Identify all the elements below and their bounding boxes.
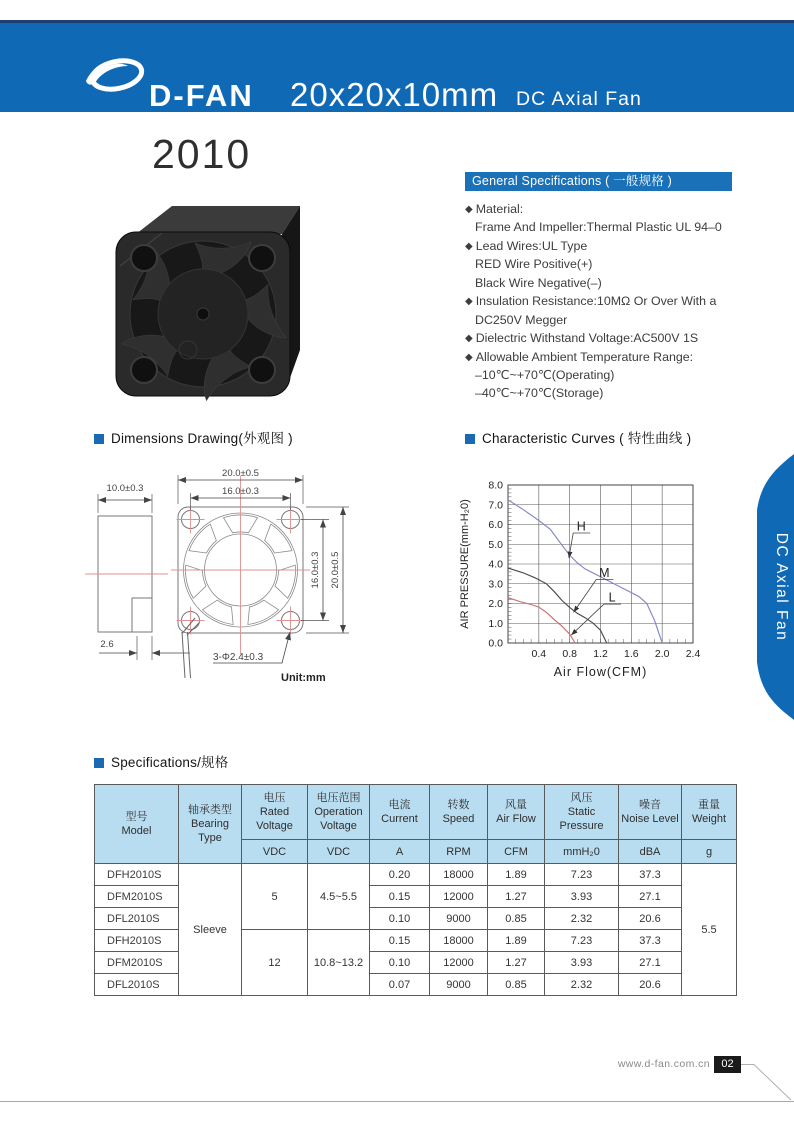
chart-ytick-label: 6.0: [488, 519, 503, 531]
spec-table-cell: Sleeve: [179, 864, 242, 996]
spec-table-cell: DFM2010S: [95, 886, 179, 908]
spec-table-header-cell: 电流 Current: [370, 785, 430, 840]
spec-table-header-cell: VDC: [308, 840, 370, 864]
spec-table-header-cell: 轴承类型 Bearing Type: [179, 785, 242, 864]
spec-table-row: [95, 864, 737, 886]
diamond-bullet-icon: ◆: [465, 351, 473, 363]
chart-xtick-label: 2.0: [654, 648, 670, 660]
product-size-title: 20x20x10mm: [290, 76, 499, 113]
general-spec-line: ◆ Insulation Resistance:10MΩ Or Over With a: [465, 294, 717, 309]
spec-table-header-cell: 电压 Rated Voltage: [242, 785, 308, 840]
general-specs-list: [465, 200, 780, 403]
spec-table-cell: 0.20: [370, 864, 430, 886]
fan-product-photo: [104, 192, 316, 404]
spec-table-cell: 37.3: [619, 930, 682, 952]
model-number-heading: 2010: [152, 131, 252, 177]
chart-xtick-label: 2.4: [685, 648, 701, 660]
dim-holes-label: 3-Φ2.4±0.3: [213, 652, 264, 663]
spec-table-header-cell: 风量 Air Flow: [488, 785, 545, 840]
spec-table-cell: 1.27: [488, 886, 545, 908]
chart-xaxis-title: Air Flow(CFM): [553, 665, 648, 679]
general-spec-line: DC250V Megger: [475, 312, 568, 327]
general-spec-line: Frame And Impeller:Thermal Plastic UL 94–0: [475, 220, 722, 235]
dim-outer-height-label: 20.0±0.5: [330, 551, 341, 589]
diamond-bullet-icon: ◆: [465, 204, 473, 215]
spec-table-cell: DFH2010S: [95, 930, 179, 952]
footer-page-number: 02: [714, 1056, 741, 1073]
general-spec-line: Black Wire Negative(–): [475, 275, 602, 290]
dim-outer-width-label: 20.0±0.5: [222, 468, 259, 479]
header-band: [0, 23, 794, 112]
spec-table-cell: 1.89: [488, 930, 545, 952]
spec-table-cell: 2.32: [545, 974, 619, 996]
chart-xtick-label: 0.4: [531, 648, 547, 660]
spec-table-cell: 12: [242, 930, 308, 996]
dim-hole-pitch-v-label: 16.0±0.3: [310, 551, 321, 589]
dim-depth-label: 10.0±0.3: [106, 483, 144, 494]
spec-table-cell: 5: [242, 864, 308, 930]
blue-square-bullet-icon: [94, 434, 104, 444]
general-spec-line: ◆ Dielectric Withstand Voltage:AC500V 1S: [465, 331, 699, 346]
spec-table-cell: 5.5: [682, 864, 737, 996]
chart-ytick-label: 7.0: [488, 499, 503, 512]
diamond-bullet-icon: ◆: [465, 333, 473, 345]
spec-table-cell: 0.07: [370, 974, 430, 996]
spec-table-cell: 3.93: [545, 952, 619, 974]
spec-table-cell: 9000: [430, 974, 488, 996]
dim-hole-pitch-label: 16.0±0.3: [222, 486, 259, 497]
chart-ytick-label: 4.0: [488, 558, 503, 571]
spec-table-header-cell: 转数 Speed: [430, 785, 488, 840]
spec-table-cell: DFL2010S: [95, 974, 179, 996]
characteristic-curves-chart: [455, 455, 765, 705]
spec-table-cell: 12000: [430, 952, 488, 974]
product-type-title: DC Axial Fan: [516, 88, 642, 110]
spec-table-header-cell: 型号 Model: [95, 785, 179, 864]
chart-curve-L: [508, 598, 575, 643]
blue-square-bullet-icon: [94, 758, 104, 768]
spec-table-header-cell: RPM: [430, 840, 488, 864]
dim-wire-offset-label: 2.6: [100, 639, 114, 650]
general-spec-line: RED Wire Positive(+): [475, 257, 593, 272]
fan-hub-screw: [197, 308, 209, 320]
spec-table-cell: 12000: [430, 886, 488, 908]
spec-table-cell: 0.85: [488, 908, 545, 930]
fan-top-face: [136, 206, 300, 234]
spec-table-cell: 1.89: [488, 864, 545, 886]
general-spec-line: ◆ Allowable Ambient Temperature Range:: [465, 349, 694, 364]
chart-curve-label-L: L: [608, 590, 616, 605]
spec-table-cell: 0.85: [488, 974, 545, 996]
general-spec-line: –40℃~+70℃(Storage): [475, 386, 604, 401]
chart-ytick-label: 3.0: [488, 578, 503, 591]
chart-curve-label-H: H: [576, 519, 586, 534]
specifications-table: [94, 784, 737, 996]
spec-table-cell: 0.15: [370, 930, 430, 952]
spec-table-header-cell: 电压范围 Operation Voltage: [308, 785, 370, 840]
spec-table-cell: 3.93: [545, 886, 619, 908]
side-tab-label: DC Axial Fan: [773, 532, 790, 642]
spec-table-cell: 27.1: [619, 886, 682, 908]
spec-table-cell: DFM2010S: [95, 952, 179, 974]
spec-table-cell: DFL2010S: [95, 908, 179, 930]
chart-label-arrow: [574, 579, 597, 612]
spec-table-cell: 9000: [430, 908, 488, 930]
spec-table-cell: 1.27: [488, 952, 545, 974]
spec-table-header-cell: CFM: [488, 840, 545, 864]
spec-table-cell: 18000: [430, 864, 488, 886]
chart-xtick-label: 0.8: [562, 648, 577, 660]
footer-url: www.d-fan.com.cn: [617, 1058, 710, 1070]
brand-name: D-FAN: [149, 78, 254, 113]
chart-xtick-label: 1.6: [624, 648, 639, 660]
unit-label: Unit:mm: [281, 672, 326, 684]
chart-curve-label-M: M: [599, 565, 610, 580]
spec-table-header-cell: 重量 Weight: [682, 785, 737, 840]
chart-ytick-label: 1.0: [488, 617, 503, 630]
chart-xtick-label: 1.2: [593, 648, 608, 660]
side-tab: [748, 452, 794, 724]
curves-section-title: Characteristic Curves ( 特性曲线 ): [465, 432, 691, 446]
diamond-bullet-icon: ◆: [465, 296, 473, 308]
spec-table-header-cell: A: [370, 840, 430, 864]
general-spec-line: ◆ Material:: [465, 202, 524, 216]
specs-section-title: Specifications/规格: [94, 756, 228, 770]
spec-table-header-cell: 风压 Static Pressure: [545, 785, 619, 840]
dfan-logo-icon: [84, 53, 146, 97]
spec-table-cell: 0.10: [370, 908, 430, 930]
spec-table-cell: 20.6: [619, 974, 682, 996]
dimensions-section-title: Dimensions Drawing(外观图 ): [94, 432, 293, 446]
spec-table-cell: 18000: [430, 930, 488, 952]
spec-table-cell: 7.23: [545, 930, 619, 952]
spec-table-cell: 27.1: [619, 952, 682, 974]
diamond-bullet-icon: ◆: [465, 240, 473, 252]
chart-ytick-label: 2.0: [488, 598, 503, 610]
spec-table-cell: 7.23: [545, 864, 619, 886]
spec-table-cell: DFH2010S: [95, 864, 179, 886]
spec-table-header-cell: dBA: [619, 840, 682, 864]
blue-square-bullet-icon: [465, 434, 475, 444]
chart-ytick-label: 0.0: [488, 637, 503, 650]
spec-table-cell: 0.15: [370, 886, 430, 908]
general-specs-header: General Specifications ( 一般规格 ): [465, 172, 732, 191]
spec-table-cell: 0.10: [370, 952, 430, 974]
spec-table-cell: 37.3: [619, 864, 682, 886]
general-spec-line: ◆ Lead Wires:UL Type: [465, 238, 588, 253]
spec-table-header-cell: VDC: [242, 840, 308, 864]
spec-table-header-cell: mmH₂0: [545, 840, 619, 864]
spec-table-header-cell: 噪音 Noise Level: [619, 785, 682, 840]
spec-table-cell: 20.6: [619, 908, 682, 930]
chart-yaxis-title: AIR PRESSURE(mm-H₂0): [459, 499, 471, 629]
spec-table-cell: 10.8~13.2: [308, 930, 370, 996]
general-spec-line: –10℃~+70℃(Operating): [475, 367, 615, 382]
spec-table-cell: 4.5~5.5: [308, 864, 370, 930]
chart-ytick-label: 8.0: [488, 479, 503, 492]
spec-table-cell: 2.32: [545, 908, 619, 930]
dimensions-drawing: [85, 450, 455, 695]
chart-curve-M: [508, 565, 610, 643]
chart-ytick-label: 5.0: [488, 538, 503, 551]
spec-table-header-cell: g: [682, 840, 737, 864]
